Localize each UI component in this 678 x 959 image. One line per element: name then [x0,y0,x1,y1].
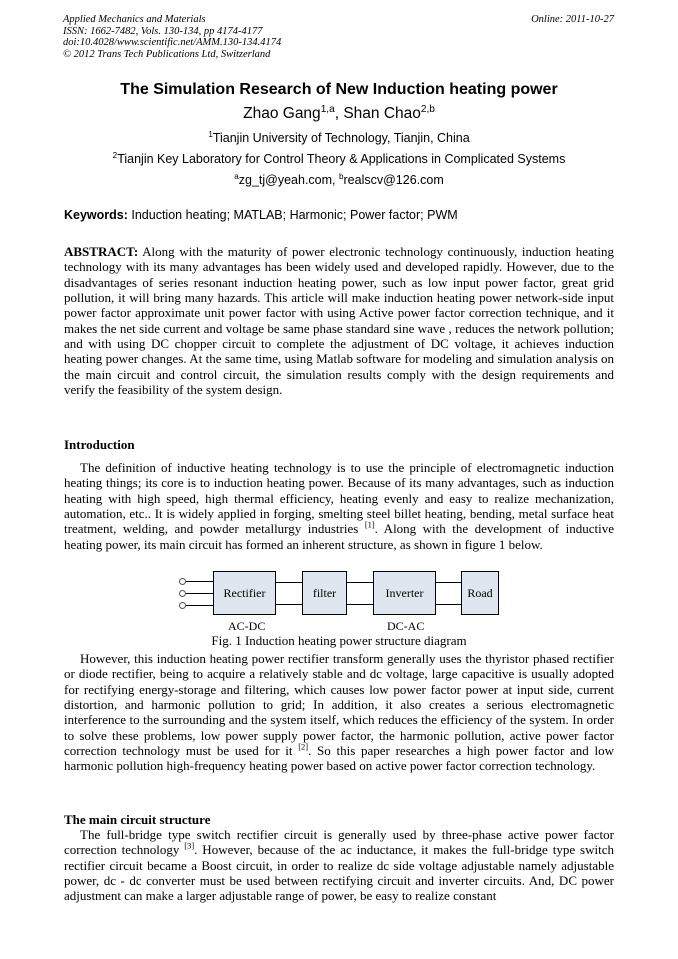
aff-text: Tianjin Key Laboratory for Control Theory & Applications in Complicated Systems [117,152,566,166]
affiliation-1 [0,131,678,145]
text: The definition of inductive heating technology is to use the principle of electromagnetic induction heating things; its core is to induction heating power. Because of its many advantages, such as induction heating with high speed, high thermal efficiency, heating evenly and easy to realize mechanization, automation, etc.. It is widely applied in forging, smelting steel billet heating, bending, metal surface heat treatment, welding, and powder metallurgy industries [64,460,614,537]
copyright: © 2012 Trans Tech Publications Ltd, Switzerland [63,48,271,60]
citation: [1] [364,520,375,531]
journal-header [63,14,281,60]
aff-sup: 2 [112,150,118,160]
wire [347,604,374,605]
wire [436,582,462,583]
keywords-label: Keywords: [64,208,128,222]
figure-caption: Fig. 1 Induction heating power structure diagram [211,633,467,648]
authors: Zhao Gang$^{1,a}$, Shan Chao$^{2,b}$ [243,103,435,122]
input-terminal [179,578,186,585]
email-sup: a [234,171,239,181]
block-filter: filter [302,571,347,615]
block-road: Road [461,571,499,615]
email: realscv@126.com [343,173,444,187]
intro-paragraph-1 [64,460,614,552]
doi: doi:10.4028/www.scientific.net/AMM.130-134.4174 [63,37,282,49]
wire [276,582,303,583]
wire [347,582,374,583]
wire [186,593,214,594]
author-sup: 2,b [420,103,435,115]
label-dc-ac: DC-AC [387,619,425,633]
email-sup: b [339,171,344,181]
abstract-label: ABSTRACT: [64,244,139,259]
text: . Along with the development of inductive heating power, its main circuit has formed an inherent structure, as shown in figure 1 below. [64,521,614,552]
input-terminal [179,590,186,597]
paper-title: The Simulation Research of New Induction heating power [120,81,558,98]
author-name: Zhao Gang [243,105,321,122]
block-inverter: Inverter [373,571,436,615]
author-sup: 1,a [320,103,335,115]
citation: [2] [298,741,309,752]
keywords-text: Induction heating; MATLAB; Harmonic; Power factor; PWM [127,208,458,222]
author-name: Shan Chao [343,105,421,122]
main-paragraph-1 [64,827,614,904]
wire [186,605,214,606]
journal-name: Applied Mechanics and Materials [63,14,206,25]
wire [186,581,214,582]
aff-sup: 1 [208,129,213,139]
wire [276,604,303,605]
citation: [3] [184,841,195,852]
abstract [64,244,614,397]
intro-paragraph-2 [64,651,614,774]
text: However, this induction heating power rectifier transform generally uses the thyristor phased rectifier or diode rectifier, being to acquire a relatively stable and dc voltage, large capacitive is usually adopted for rectifying energy-storage and filtering, which causes low power factor power at input side, current distortion, and harmonic pollution to grid; In addition, it also creates a serious electromagnetic interference to the surrounding and the system itself, which reduces the efficiency of the system. In order to solve these problems, low power supply power factor, the harmonic pollution, active power factor correction technology must be used for it [64,651,614,759]
section-heading-introduction: Introduction [64,437,135,452]
emails [0,173,678,187]
text: . However, because of the ac inductance, it makes the full-bridge type switch rectifier circuit became a Boost circuit, in order to realize dc side voltage adjustable namely adjustable power, dc - dc converter must be used between rectifying circuit and inverter circuits. And, DC power adjustment can make a larger adjustable range of power, be easy to realize constant [64,842,614,904]
issn: ISSN: 1662-7482, Vols. 130-134, pp 4174-4177 [63,25,263,37]
text: The full-bridge type switch rectifier circuit is generally used by three-phase active power factor correction technology [64,827,614,858]
keywords [64,208,458,222]
online-date: Online: 2011-10-27 [531,14,614,25]
affiliation-2 [0,152,678,166]
text: . So this paper researches a high power factor and low harmonic pollution high-frequency heating power based on active power factor correction technology. [64,743,614,774]
wire [436,604,462,605]
section-heading-main-circuit: The main circuit structure [64,812,211,827]
aff-text: Tianjin University of Technology, Tianjin, China [212,131,470,145]
input-terminal [179,602,186,609]
block-rectifier: Rectifier [213,571,276,615]
abstract-text: Along with the maturity of power electronic technology continuously, induction heating technology with its many advantages has been widely used and developed rapidly. However, due to the disadvantages of series resonant induction heating power, such as low input power factor, great grid pollution, it will bring many hazards. This article will make induction heating power network-side input power factor approximate unit power factor with using Active power factor correction technique, and it makes the net side current and voltage be same phase standard sine wave , reduces the network pollution; and with using DC chopper circuit to complete the adjustment of DC voltage, it achieves induction heating power changes. At the same time, using Matlab software for modeling and simulation analysis on the main circuit and control circuit, the simulation results comply with the design requirements and verify the feasibility of the system design. [64,244,614,398]
email: zg_tj@yeah.com, [238,173,339,187]
label-ac-dc: AC-DC [228,619,266,633]
